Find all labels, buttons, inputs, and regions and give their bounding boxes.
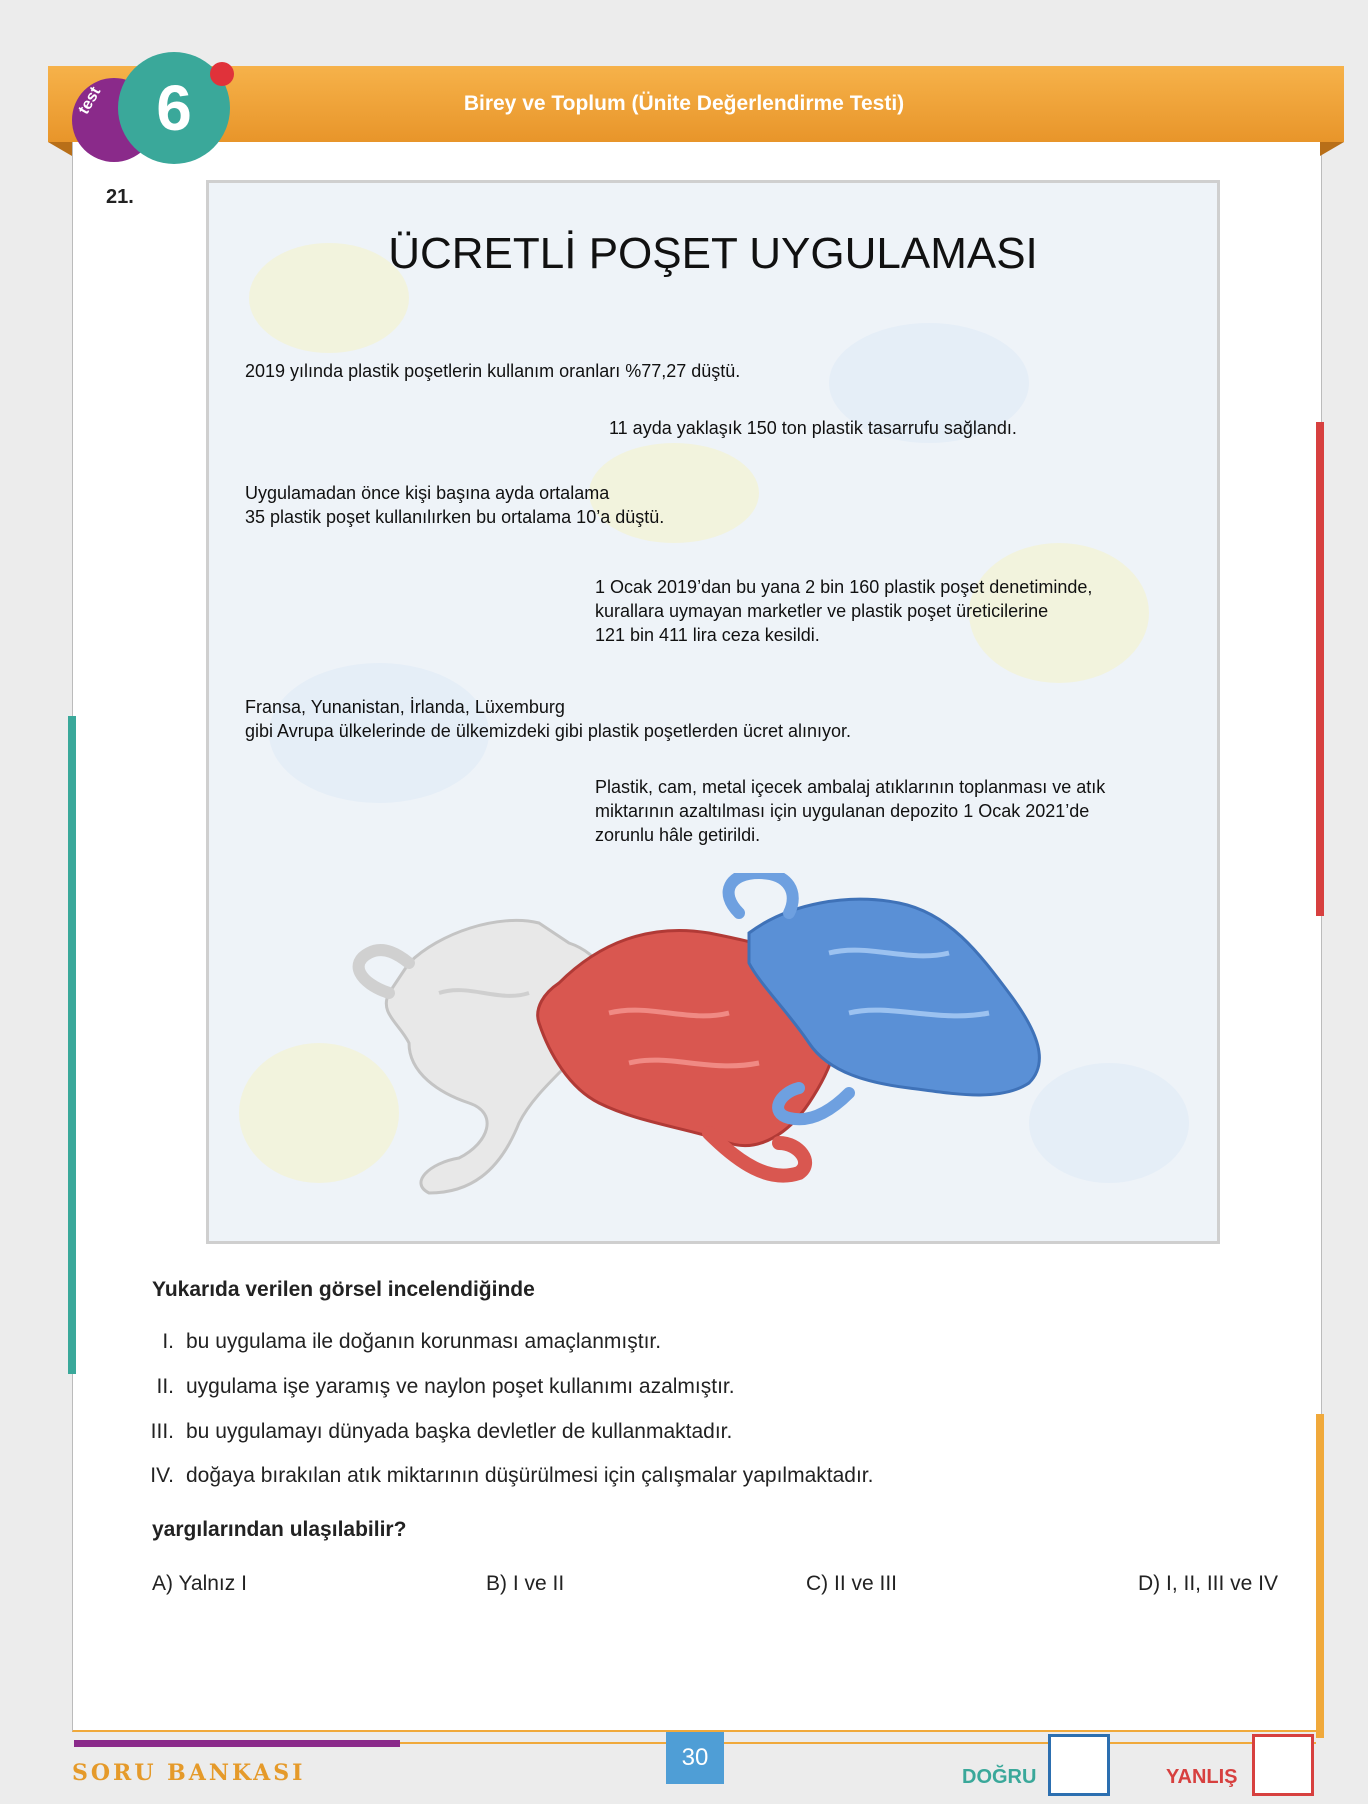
option-a[interactable]: A) Yalnız I: [152, 1572, 247, 1595]
fact-text: 1 Ocak 2019’dan bu yana 2 bin 160 plastik poşet denetiminde,: [595, 577, 1093, 597]
plastic-bags-illustration: [289, 873, 1089, 1213]
fact-text: 11 ayda yaklaşık 150 ton plastik tasarrufu sağlandı.: [609, 418, 1017, 438]
statement-text: doğaya bırakılan atık miktarının düşürülmesi için çalışmalar yapılmaktadır.: [186, 1464, 874, 1487]
fact-text: miktarının azaltılması için uygulanan depozito 1 Ocak 2021’de: [595, 801, 1090, 821]
statement-4: [140, 1464, 873, 1488]
fact-text: zorunlu hâle getirildi.: [595, 825, 761, 845]
option-b[interactable]: B) I ve II: [486, 1572, 565, 1595]
option-c[interactable]: C) II ve III: [806, 1572, 898, 1595]
statement-2: [140, 1375, 735, 1399]
fact-text: Fransa, Yunanistan, İrlanda, Lüxemburg: [245, 697, 565, 717]
test-number: 6: [156, 72, 192, 144]
info-title: ÜCRETLİ POŞET UYGULAMASI: [388, 229, 1038, 278]
side-stripe-orange: [1316, 1414, 1324, 1738]
statement-3: [140, 1420, 732, 1444]
header-title: Birey ve Toplum (Ünite Değerlendirme Testi): [463, 92, 905, 115]
question-prompt: Yukarıda verilen görsel incelendiğinde: [152, 1278, 535, 1301]
side-stripe-teal: [68, 716, 76, 1374]
badge-dot-icon: [210, 62, 234, 86]
page-number: 30: [666, 1732, 724, 1784]
fact-text: 121 bin 411 lira ceza kesildi.: [595, 625, 820, 645]
wrong-count-box[interactable]: [1252, 1734, 1314, 1796]
info-panel: [206, 180, 1220, 1244]
statement-1: [140, 1330, 661, 1354]
correct-label: DOĞRU: [962, 1766, 1037, 1788]
statement-text: bu uygulama ile doğanın korunması amaçlanmıştır.: [186, 1330, 662, 1353]
brand-label: SORU BANKASI: [72, 1760, 306, 1786]
test-label: test: [75, 84, 105, 118]
statement-numeral: II.: [156, 1375, 174, 1398]
statement-text: uygulama işe yaramış ve naylon poşet kullanımı azalmıştır.: [186, 1375, 735, 1398]
fact-text: kurallara uymayan marketler ve plastik poşet üreticilerine: [595, 601, 1049, 621]
statement-text: bu uygulamayı dünyada başka devletler de kullanmaktadır.: [186, 1420, 733, 1443]
question-number: 21.: [106, 186, 134, 208]
question-text: yargılarından ulaşılabilir?: [152, 1518, 407, 1541]
option-d[interactable]: D) I, II, III ve IV: [1138, 1572, 1279, 1595]
statement-numeral: IV.: [150, 1464, 174, 1487]
fact-text: 2019 yılında plastik poşetlerin kullanım oranları %77,27 düştü.: [245, 361, 741, 381]
wrong-label: YANLIŞ: [1166, 1766, 1238, 1788]
fact-text: Plastik, cam, metal içecek ambalaj atıklarının toplanması ve atık: [595, 777, 1106, 797]
fact-text: Uygulamadan önce kişi başına ayda ortalama: [245, 483, 610, 503]
fact-text: gibi Avrupa ülkelerinde de ülkemizdeki gibi plastik poşetlerden ücret alınıyor.: [245, 721, 852, 741]
footer-line-purple: [74, 1740, 400, 1747]
statement-numeral: I.: [162, 1330, 174, 1353]
footer-line-orange: [400, 1742, 1316, 1744]
correct-count-box[interactable]: [1048, 1734, 1110, 1796]
fact-text: 35 plastik poşet kullanılırken bu ortalama 10’a düştü.: [245, 507, 665, 527]
header-fold-left: [48, 142, 72, 156]
side-stripe-red: [1316, 422, 1324, 916]
header-fold-right: [1320, 142, 1344, 156]
statement-numeral: III.: [150, 1420, 174, 1443]
